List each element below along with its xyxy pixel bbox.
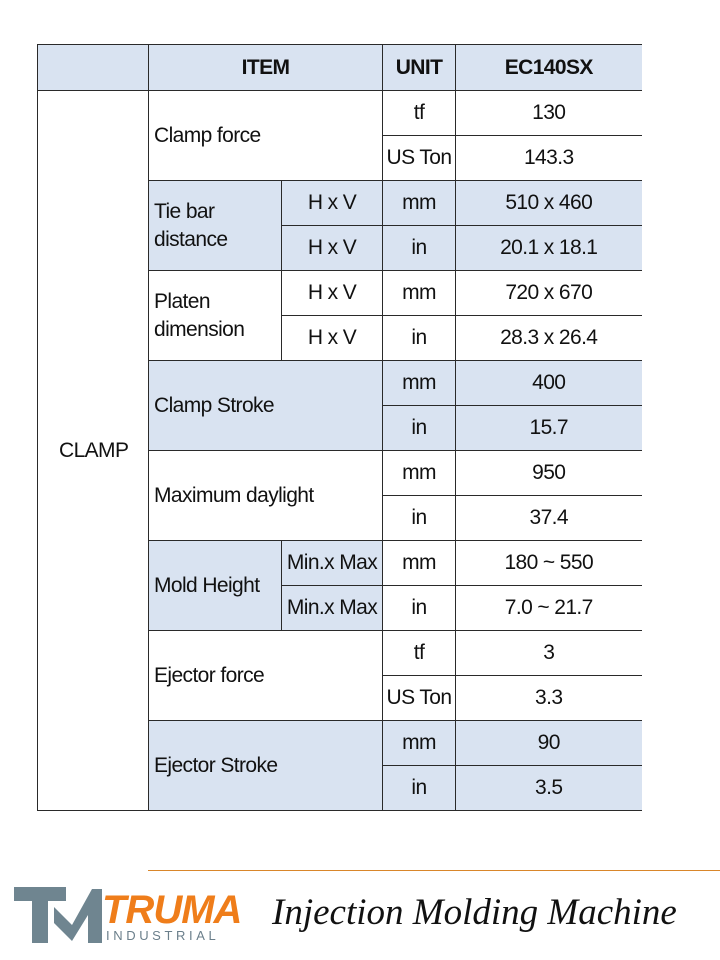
item-label: Clamp force: [149, 91, 383, 181]
spec-table: [37, 44, 642, 811]
unit-cell: US Ton: [383, 676, 456, 721]
unit-cell: in: [383, 226, 456, 271]
item-label: Maximum daylight: [149, 451, 383, 541]
item-label: Ejector Stroke: [149, 721, 383, 811]
value-cell: 20.1 x 18.1: [456, 226, 642, 271]
value-cell: 7.0 ~ 21.7: [456, 586, 642, 631]
unit-cell: in: [383, 316, 456, 361]
unit-cell: tf: [383, 91, 456, 136]
unit-cell: US Ton: [383, 136, 456, 181]
value-cell: 3.3: [456, 676, 642, 721]
unit-cell: tf: [383, 631, 456, 676]
header-item: ITEM: [149, 45, 383, 91]
sub-label: H x V: [282, 316, 383, 361]
value-cell: 143.3: [456, 136, 642, 181]
value-cell: 400: [456, 361, 642, 406]
header-row: [38, 45, 642, 91]
value-cell: 3: [456, 631, 642, 676]
item-label: Clamp Stroke: [149, 361, 383, 451]
sub-label: H x V: [282, 226, 383, 271]
value-cell: 3.5: [456, 766, 642, 811]
unit-cell: in: [383, 406, 456, 451]
unit-cell: mm: [383, 451, 456, 496]
truma-logo-icon: [14, 885, 102, 945]
value-cell: 720 x 670: [456, 271, 642, 316]
sub-label: H x V: [282, 181, 383, 226]
item-label: Ejector force: [149, 631, 383, 721]
brand-subtitle: INDUSTRIAL: [106, 928, 220, 943]
item-label: Mold Height: [149, 541, 282, 631]
sub-label: Min.x Max: [282, 586, 383, 631]
footer-divider: [148, 870, 720, 871]
unit-cell: in: [383, 496, 456, 541]
unit-cell: mm: [383, 271, 456, 316]
value-cell: 510 x 460: [456, 181, 642, 226]
value-cell: 90: [456, 721, 642, 766]
header-model: EC140SX: [456, 45, 642, 91]
brand-name: TRUMA: [102, 888, 242, 932]
section-label: CLAMP: [38, 91, 149, 811]
table-row: [38, 91, 642, 136]
value-cell: 28.3 x 26.4: [456, 316, 642, 361]
header-unit: UNIT: [383, 45, 456, 91]
unit-cell: mm: [383, 721, 456, 766]
unit-cell: mm: [383, 181, 456, 226]
unit-cell: in: [383, 586, 456, 631]
value-cell: 15.7: [456, 406, 642, 451]
value-cell: 180 ~ 550: [456, 541, 642, 586]
unit-cell: mm: [383, 541, 456, 586]
header-corner: [38, 45, 149, 91]
item-label: Tie bar distance: [149, 181, 282, 271]
item-label: Platen dimension: [149, 271, 282, 361]
value-cell: 950: [456, 451, 642, 496]
unit-cell: in: [383, 766, 456, 811]
unit-cell: mm: [383, 361, 456, 406]
sub-label: Min.x Max: [282, 541, 383, 586]
value-cell: 37.4: [456, 496, 642, 541]
value-cell: 130: [456, 91, 642, 136]
footer-tagline: Injection Molding Machine: [272, 892, 677, 933]
sub-label: H x V: [282, 271, 383, 316]
